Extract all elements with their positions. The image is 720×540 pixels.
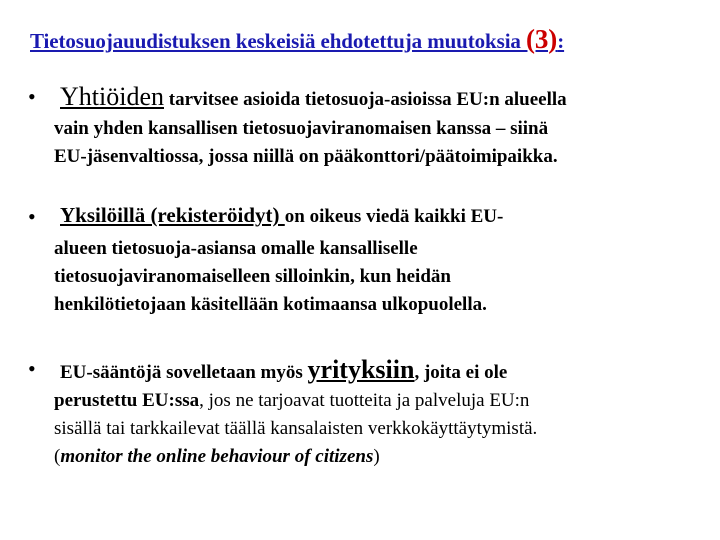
bullet-3-line-2-rest: , jos ne tarjoavat tuotteita ja palveluja EU:n [199, 390, 530, 411]
bullet-3-line-2 [54, 390, 529, 412]
title-text: Tietosuojauudistuksen keskeisiä ehdotettuja muutoksia [30, 29, 526, 53]
bullet-3-lead: yrityksiin [307, 355, 415, 384]
bullet-3-line-1-start: EU-sääntöjä sovelletaan myös [60, 362, 308, 383]
bullet-1-lead: Yhtiöiden [60, 82, 164, 111]
title-number: (3) [526, 24, 558, 54]
slide-title [30, 24, 564, 55]
bullet-3-line-2-bold: perustettu EU:ssa [54, 390, 200, 411]
bullet-2-line-1-rest: on oikeus viedä kaikki EU- [284, 206, 504, 227]
bullet-marker: • [28, 204, 36, 229]
bullet-1-line-2: vain yhden kansallisen tietosuojaviranomaisen kanssa – siinä [54, 118, 549, 139]
bullet-2-line-1 [60, 203, 503, 228]
bullet-1-line-3: EU-jäsenvaltiossa, jossa niillä on pääkonttori/päätoimipaikka. [54, 146, 558, 167]
bullet-marker: • [28, 84, 36, 109]
bullet-2-line-3: tietosuojaviranomaiselleen silloinkin, kun heidän [54, 266, 451, 287]
bullet-1-line-1 [60, 82, 567, 112]
bullet-2-line-2: alueen tietosuoja-asiansa omalle kansalliselle [54, 238, 418, 259]
bullet-3-line-3: sisällä tai tarkkailevat täällä kansalaisten verkkokäyttäytymistä. [54, 418, 538, 439]
bullet-3-line-4 [54, 446, 380, 468]
bullet-1-line-1-rest: tarvitsee asioida tietosuoja-asioissa EU:n alueella [164, 89, 567, 110]
bullet-3-line-4-open: ( [54, 446, 61, 467]
bullet-2-line-4: henkilötietojaan käsitellään kotimaansa ulkopuolella. [54, 294, 487, 315]
bullet-3-line-1 [60, 355, 507, 385]
bullet-2-lead: Yksilöillä (rekisteröidyt) [60, 203, 285, 227]
bullet-3-line-4-close: ) [373, 446, 380, 467]
title-suffix: : [557, 29, 565, 53]
bullet-3-line-4-italic: monitor the online behaviour of citizens [60, 446, 374, 467]
bullet-marker: • [28, 356, 36, 381]
bullet-3-line-1-rest: , joita ei ole [414, 362, 508, 383]
